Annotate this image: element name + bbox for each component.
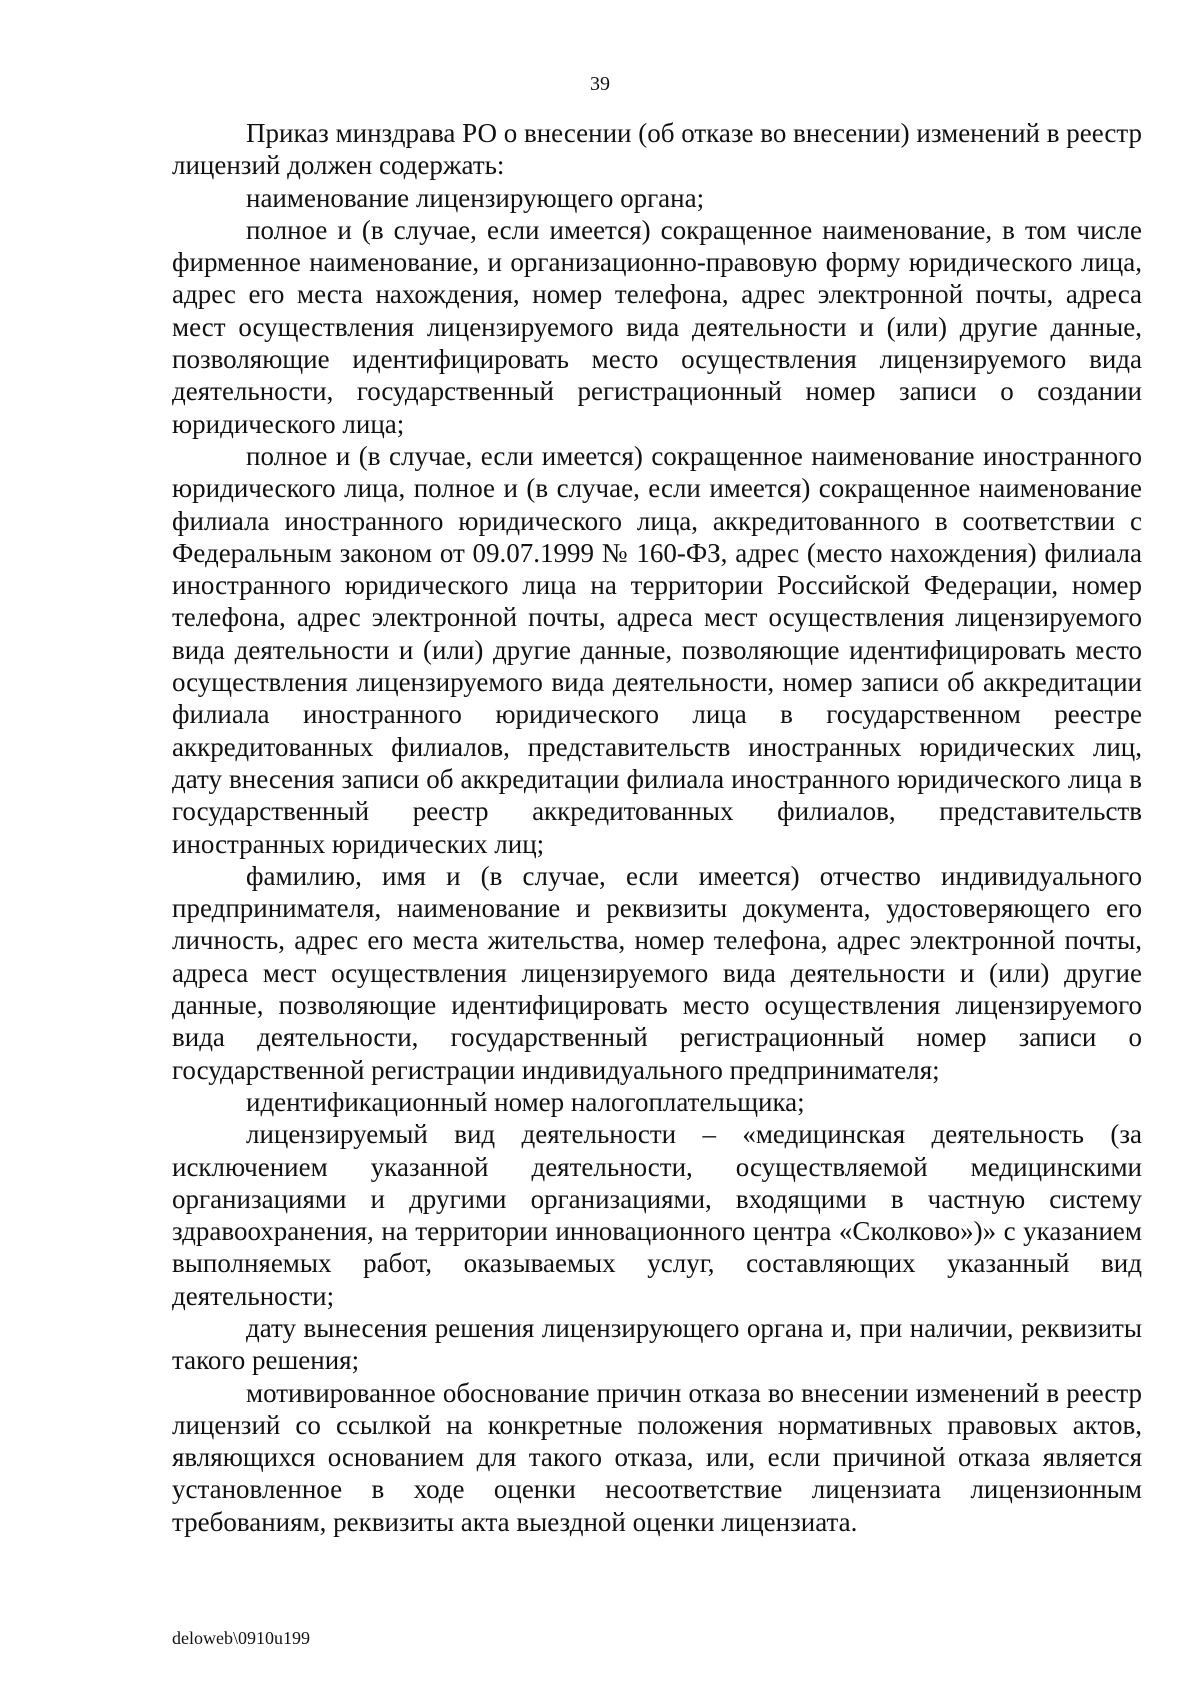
footer-document-code: deloweb\0910u199: [172, 1628, 310, 1648]
document-body: [172, 117, 1142, 1538]
paragraph-decision-date: дату вынесения решения лицензирующего органа и, при наличии, реквизиты такого решения;: [172, 1312, 1142, 1376]
paragraph-legal-entity: полное и (в случае, если имеется) сокращенное наименование, в том числе фирменное наименование, и организационно-правовую форму юридического лица, адрес его места нахождения, номер телефона, адрес электронной почты, адреса мест осуществления лицензируемого вида деятельности и (или) другие данные, позволяющие идентифицировать место осуществления лицензируемого вида деятельности, государственный регистрационный номер записи о создании юридического лица;: [172, 214, 1142, 439]
paragraph-intro: Приказ минздрава РО о внесении (об отказе во внесении) изменений в реестр лицензий должен содержать:: [172, 118, 1142, 181]
page-number: 39: [590, 73, 610, 95]
paragraph-inn: идентификационный номер налогоплательщика;: [246, 1086, 805, 1117]
paragraph-foreign-entity: полное и (в случае, если имеется) сокращенное наименование иностранного юридического лица, полное и (в случае, если имеется) сокращенное наименование филиала иностранного юридического лица, аккредитованного в соответствии с Федеральным законом от 09.07.1999 № 160-ФЗ, адрес (место нахождения) филиала иностранного юридического лица на территории Российской Федерации, номер телефона, адрес электронной почты, адреса мест осуществления лицензируемого вида деятельности и (или) другие данные, позволяющие идентифицировать место осуществления лицензируемого вида деятельности, номер записи об аккредитации филиала иностранного юридического лица в государственном реестре аккредитованных филиалов, представительств иностранных юридических лиц, дату внесения записи об аккредитации филиала иностранного юридического лица в государственный реестр аккредитованных филиалов, представительств иностранных юридических лиц;: [172, 440, 1142, 859]
paragraph-refusal-reason: мотивированное обоснование причин отказа во внесении изменений в реестр лицензий со ссылкой на конкретные положения нормативных правовых актов, являющихся основанием для такого отказа, или, если причиной отказа является установленное в ходе оценки несоответствие лицензиата лицензионным требованиям, реквизиты акта выездной оценки лицензиата.: [172, 1377, 1142, 1537]
paragraph-activity-type: лицензируемый вид деятельности – «медицинская деятельность (за исключением указанной деятельности, осуществляемой медицинскими организациями и другими организациями, входящими в частную систему здравоохранения, на территории инновационного центра «Сколково»)» с указанием выполняемых работ, оказываемых услуг, составляющих указанный вид деятельности;: [172, 1119, 1142, 1311]
paragraph-individual-entrepreneur: фамилию, имя и (в случае, если имеется) отчество индивидуального предпринимателя, наименование и реквизиты документа, удостоверяющего его личность, адрес его места жительства, номер телефона, адрес электронной почты, адреса мест осуществления лицензируемого вида деятельности и (или) другие данные, позволяющие идентифицировать место осуществления лицензируемого вида деятельности, государственный регистрационный номер записи о государственной регистрации индивидуального предпринимателя;: [172, 860, 1142, 1085]
paragraph-licensing-body: наименование лицензирующего органа;: [246, 182, 705, 213]
